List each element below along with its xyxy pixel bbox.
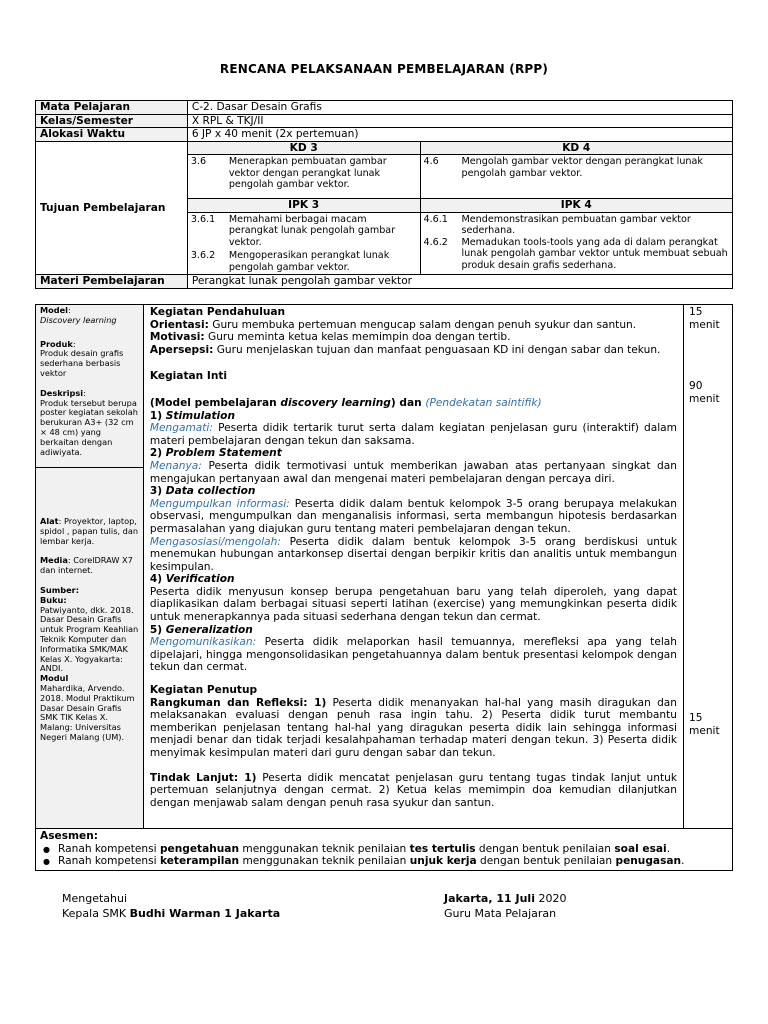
asesmen-cell bbox=[36, 829, 733, 871]
ipk4-item: 4.6.2 Memadukan tools-tools yang ada di dalam perangkat lunak pengolah gambar vektor untuk membuat sebuah produk desain grafis sederhana. bbox=[423, 236, 728, 271]
data-collection-title: Data collection bbox=[165, 485, 256, 498]
page-title: RENCANA PELAKSANAAN PEMBELAJARAN (RPP) bbox=[219, 62, 549, 76]
mengasosiasi-label: Mengasosiasi/mengolah: bbox=[149, 535, 281, 548]
sumber-label: Sumber: bbox=[40, 584, 79, 595]
alokasi-label: Alokasi Waktu bbox=[36, 128, 188, 142]
motivasi-text: Guru meminta ketua kelas memimpin doa dengan tertib. bbox=[208, 331, 511, 344]
modul-label: Modul bbox=[40, 673, 69, 684]
rangkuman-text: Peserta didik menanyakan hal-hal yang masih diragukan dan melaksanakan evaluasi dengan penuh rasa ingin tahu. 2) Peserta didik turut membantu memberikan penjelasan tentang hal-hal yang diragukan peserta didik lain sehingga informasi menjadi benar dan tidak terjadi kesalahpahaman terhadap materi dengan tekun. 3) Peserta didik menyimak kesimpulan materi dari guru dengan sabar dan tekun. bbox=[149, 696, 678, 759]
time-pendahuluan: 15 menit bbox=[689, 306, 720, 331]
apersepsi-label: Apersepsi: bbox=[149, 343, 214, 356]
model-close: ) dan bbox=[390, 396, 426, 409]
asesmen-title: Asesmen: bbox=[40, 830, 98, 842]
mengumpulkan-label: Mengumpulkan informasi: bbox=[149, 497, 290, 510]
asesmen-item-keterampilan: ● Ranah kompetensi keterampilan menggunakan teknik penilaian unjuk kerja dengan bentuk penilaian penugasan. bbox=[58, 855, 728, 868]
ipk3-cell bbox=[187, 212, 420, 275]
kelas-value: X RPL & TKJ/II bbox=[187, 114, 732, 128]
materi-value: Perangkat lunak pengolah gambar vektor bbox=[187, 275, 732, 289]
inti-title: Kegiatan Inti bbox=[149, 370, 228, 383]
materi-label: Materi Pembelajaran bbox=[36, 275, 188, 289]
time-penutup: 15 menit bbox=[689, 712, 720, 737]
activity-table bbox=[35, 304, 733, 871]
mengomunikasikan-text: Peserta didik melaporkan hasil temuannya, merefleksi apa yang telah dipelajari, hingga mengonsolidasikan pengetahuannya dalam bentuk presentasi kelompok dengan tekun dan cermat. bbox=[149, 636, 677, 674]
alokasi-value: 6 JP x 40 menit (2x pertemuan) bbox=[187, 128, 732, 142]
content-column: Kegiatan Pendahuluan Orientasi: Guru membuka pertemuan mengucap salam dengan penuh syukur dan santun. Motivasi: Guru meminta ketua kelas memimpin doa dengan tertib. Apersepsi: Guru menjelaskan tujuan dan manfaat penguasaan KD ini dengan sabar dan tekun. Kegiatan Inti (Model pembelajaran discovery learning) dan (Pendekatan saintifik) 1) Stimulation Mengamati: Peserta didik tertarik turut serta dalam kegiatan penjelasan guru (interaktif) dalam materi pembelajaran dengan tekun dan saksama. 2) Problem Statement Menanya: Peserta didik termotivasi untuk memberikan jawaban atas pertanyaan singkat dan mengajukan pertanyaan awal dan mengenai materi pembelajaran dengan percaya diri. 3) Data collection Mengumpulkan informasi: Peserta didik dalam bentuk kelompok 3-5 orang berupaya melakukan observasi, mengumpulkan dan menganalisis informasi, serta membangun hipotesis berdasarkan permasalahan yang diajukan guru tentang materi pembelajaran dengan tekun. Mengasosiasi/mengolah: Peserta didik dalam bentuk kelompok 3-5 orang berdiskusi untuk menemukan hubungan antarkonsep disertai dengan berpikir kritis dan analitis untuk membangun kesimpulan. 4) Verification Peserta didik menyusun konsep berupa pengetahuan baru yang telah diperoleh, yang dapat diaplikasikan dalam berbagai situasi seperti latihan (exercise) yang memungkinkan peserta didik untuk menerapkannya pada situasi sederhana dengan tekun dan cermat. 5) Generalization Mengomunikasikan: Peserta didik melaporkan hasil temuannya, merefleksi apa yang telah dipelajari, hingga mengonsolidasikan pengetahuannya dalam bentuk presentasi kelompok dengan tekun dan cermat. Kegiatan Penutup Rangkuman dan Refleksi: 1) Peserta didik menanyakan hal-hal yang masih diragukan dan melaksanakan evaluasi dengan penuh rasa ingin tahu. 2) Peserta didik turut membantu memberikan penjelasan tentang hal-hal yang diragukan peserta didik lain sehingga informasi menjadi benar dan tidak terjadi kesalahpahaman terhadap materi dengan tekun. 3) Peserta didik menyimak kesimpulan materi dari guru dengan sabar dan tekun. Tindak Lanjut: 1) Peserta didik mencatat penjelasan guru tentang tugas tindak lanjut untuk pertemuan selanjutnya dengan cermat. 2) Ketua kelas memimpin doa kemudian dilanjutkan dengan menjawab salam dengan penuh rasa syukur dan santun. bbox=[143, 305, 683, 829]
kd4-item: 4.6 Mengolah gambar vektor dengan perangkat lunak pengolah gambar vektor. bbox=[423, 156, 703, 179]
deskripsi-value: Produk tersebut berupa poster kegiatan sekolah berukuran A3+ (32 cm × 48 cm) yang berkaitan dengan adiwiyata. bbox=[40, 397, 138, 457]
tujuan-label: Tujuan Pembelajaran bbox=[36, 141, 188, 275]
mata-pelajaran-value: C-2. Dasar Desain Grafis bbox=[187, 101, 732, 115]
buku-value: Patwiyanto, dkk. 2018. Dasar Desain Grafis untuk Program Keahlian Teknik Komputer dan Informatika SMK/MAK Kelas X. Yogyakarta: ANDI. bbox=[40, 604, 139, 674]
mengumpulkan-text: Peserta didik dalam bentuk kelompok 3-5 orang berupaya melakukan observasi, mengumpulkan dan menganalisis informasi, serta membangun hipotesis berdasarkan permasalahan yang diajukan guru tentang materi pembelajaran dengan tekun. bbox=[149, 497, 678, 535]
produk-label: Produk bbox=[40, 338, 73, 349]
time-inti: 90 menit bbox=[689, 380, 720, 405]
verification-text: Peserta didik menyusun konsep berupa pengetahuan baru yang telah diperoleh, yang dapat diaplikasikan dalam berbagai situasi seperti latihan (exercise) yang memungkinkan peserta didik untuk menerapkannya pada situasi sederhana dengan tekun dan cermat. bbox=[149, 585, 677, 624]
generalization-title: Generalization bbox=[165, 623, 253, 636]
rangkuman-label: Rangkuman dan Refleksi: 1) bbox=[149, 696, 327, 709]
produk-value: Produk desain grafis sederhana berbasis vektor bbox=[40, 348, 124, 378]
sign-guru: Guru Mata Pelajaran bbox=[444, 907, 557, 920]
problem-statement-title: Problem Statement bbox=[165, 447, 282, 460]
orientasi-label: Orientasi: bbox=[149, 318, 209, 331]
mata-pelajaran-label: Mata Pelajaran bbox=[36, 101, 188, 115]
stimulation-title: Stimulation bbox=[165, 409, 235, 422]
alat-label: Alat bbox=[40, 516, 59, 526]
media-value: CorelDRAW X7 dan internet. bbox=[40, 555, 133, 576]
sign-date: Jakarta, 11 Juli 2020 bbox=[444, 892, 567, 905]
apersepsi-text: Guru menjelaskan tujuan dan manfaat penguasaan KD ini dengan sabar dan tekun. bbox=[216, 343, 661, 356]
ipk3-item: 3.6.2 Mengoperasikan perangkat lunak pengolah gambar vektor. bbox=[190, 250, 390, 273]
tindak-label: Tindak Lanjut: 1) bbox=[149, 771, 257, 784]
side-column: Model: Discovery learning Produk: Produk desain grafis sederhana berbasis vektor Deskripsi: Produk tersebut berupa poster kegiatan sekolah berukuran A3+ (32 cm × 48 cm) yang berkaitan dengan adiwiyata. Alat: Proyektor, laptop, spidol , papan tulis, dan lembar kerja. Media: CorelDRAW X7 dan internet. Sumber: Buku: Patwiyanto, dkk. 2018. Dasar Desain Grafis untuk Program Keahlian Teknik Komputer dan Informatika SMK/MAK Kelas X. Yogyakarta: ANDI. Modul Mahardika, Arvendo. 2018. Modul Praktikum Dasar Desain Grafis SMK TIK Kelas X. Malang: Universitas Negeri Malang (UM). bbox=[36, 305, 144, 829]
menanya-label: Menanya: bbox=[149, 459, 202, 472]
time-column bbox=[684, 305, 733, 829]
model-name: discovery learning bbox=[280, 396, 391, 409]
ipk3-item: 3.6.1 Memahami berbagai macam perangkat lunak pengolah gambar vektor. bbox=[190, 213, 396, 248]
mengamati-label: Mengamati: bbox=[149, 422, 213, 435]
menanya-text: Peserta didik termotivasi untuk memberikan jawaban atas pertanyaan singkat dan mengajukan pertanyaan awal dan mengenai materi pembelajaran dengan percaya diri. bbox=[149, 459, 677, 485]
kd3-cell bbox=[187, 155, 420, 199]
side-divider bbox=[36, 467, 143, 468]
model-value: Discovery learning bbox=[40, 314, 117, 325]
kd4-header: KD 4 bbox=[420, 141, 733, 155]
pendekatan-text: (Pendekatan saintifik) bbox=[425, 396, 542, 409]
mengomunikasikan-label: Mengomunikasikan: bbox=[149, 636, 257, 649]
kd3-item: 3.6 Menerapkan pembuatan gambar vektor dengan perangkat lunak pengolah gambar vektor. bbox=[190, 156, 387, 191]
motivasi-label: Motivasi: bbox=[149, 331, 205, 344]
ipk3-header: IPK 3 bbox=[187, 199, 420, 213]
penutup-title: Kegiatan Penutup bbox=[149, 684, 258, 697]
modul-value: Mahardika, Arvendo. 2018. Modul Praktikum Dasar Desain Grafis SMK TIK Kelas X. Malang: Universitas Negeri Malang (UM). bbox=[40, 682, 135, 742]
orientasi-text: Guru membuka pertemuan mengucap salam dengan penuh syukur dan santun. bbox=[212, 318, 637, 331]
sign-mengetahui: Mengetahui bbox=[62, 892, 128, 905]
ipk4-cell bbox=[420, 212, 733, 275]
deskripsi-label: Deskripsi bbox=[40, 387, 84, 398]
kd4-cell bbox=[420, 155, 733, 199]
alat-value: Proyektor, laptop, spidol , papan tulis, dan lembar kerja. bbox=[40, 516, 139, 546]
asesmen-item-pengetahuan: ● Ranah kompetensi pengetahuan menggunakan teknik penilaian tes tertulis dengan bentuk penilaian soal esai. bbox=[58, 843, 728, 856]
ipk4-header: IPK 4 bbox=[420, 199, 733, 213]
media-label: Media bbox=[40, 555, 68, 566]
verification-title: Verification bbox=[165, 573, 235, 586]
kd3-header: KD 3 bbox=[187, 141, 420, 155]
ipk4-item: 4.6.1 Mendemonstrasikan pembuatan gambar vektor sederhana. bbox=[423, 213, 691, 237]
sign-kepala: Kepala SMK Budhi Warman 1 Jakarta bbox=[62, 907, 281, 920]
kelas-label: Kelas/Semester bbox=[36, 114, 188, 128]
info-table bbox=[35, 100, 733, 289]
mengamati-text: Peserta didik tertarik turut serta dalam kegiatan penjelasan guru (interaktif) dalam materi pembelajaran dengan tekun dan saksama. bbox=[149, 422, 677, 447]
buku-label: Buku: bbox=[40, 594, 67, 605]
pendahuluan-title: Kegiatan Pendahuluan bbox=[149, 306, 286, 318]
model-label: Model bbox=[40, 305, 68, 315]
mengasosiasi-text: Peserta didik dalam bentuk kelompok 3-5 orang berdiskusi untuk menemukan hubungan antarkonsep disertai dengan berpikir kritis dan analitis untuk membangun kesimpulan. bbox=[149, 535, 677, 573]
model-open: (Model pembelajaran bbox=[149, 396, 281, 409]
tindak-text: Peserta didik mencatat penjelasan guru tentang tugas tindak lanjut untuk pertemuan selanjutnya dengan cermat. 2) Ketua kelas memimpin doa kemudian dilanjutkan dengan menjawab salam dengan penuh rasa syukur dan santun. bbox=[149, 771, 677, 809]
